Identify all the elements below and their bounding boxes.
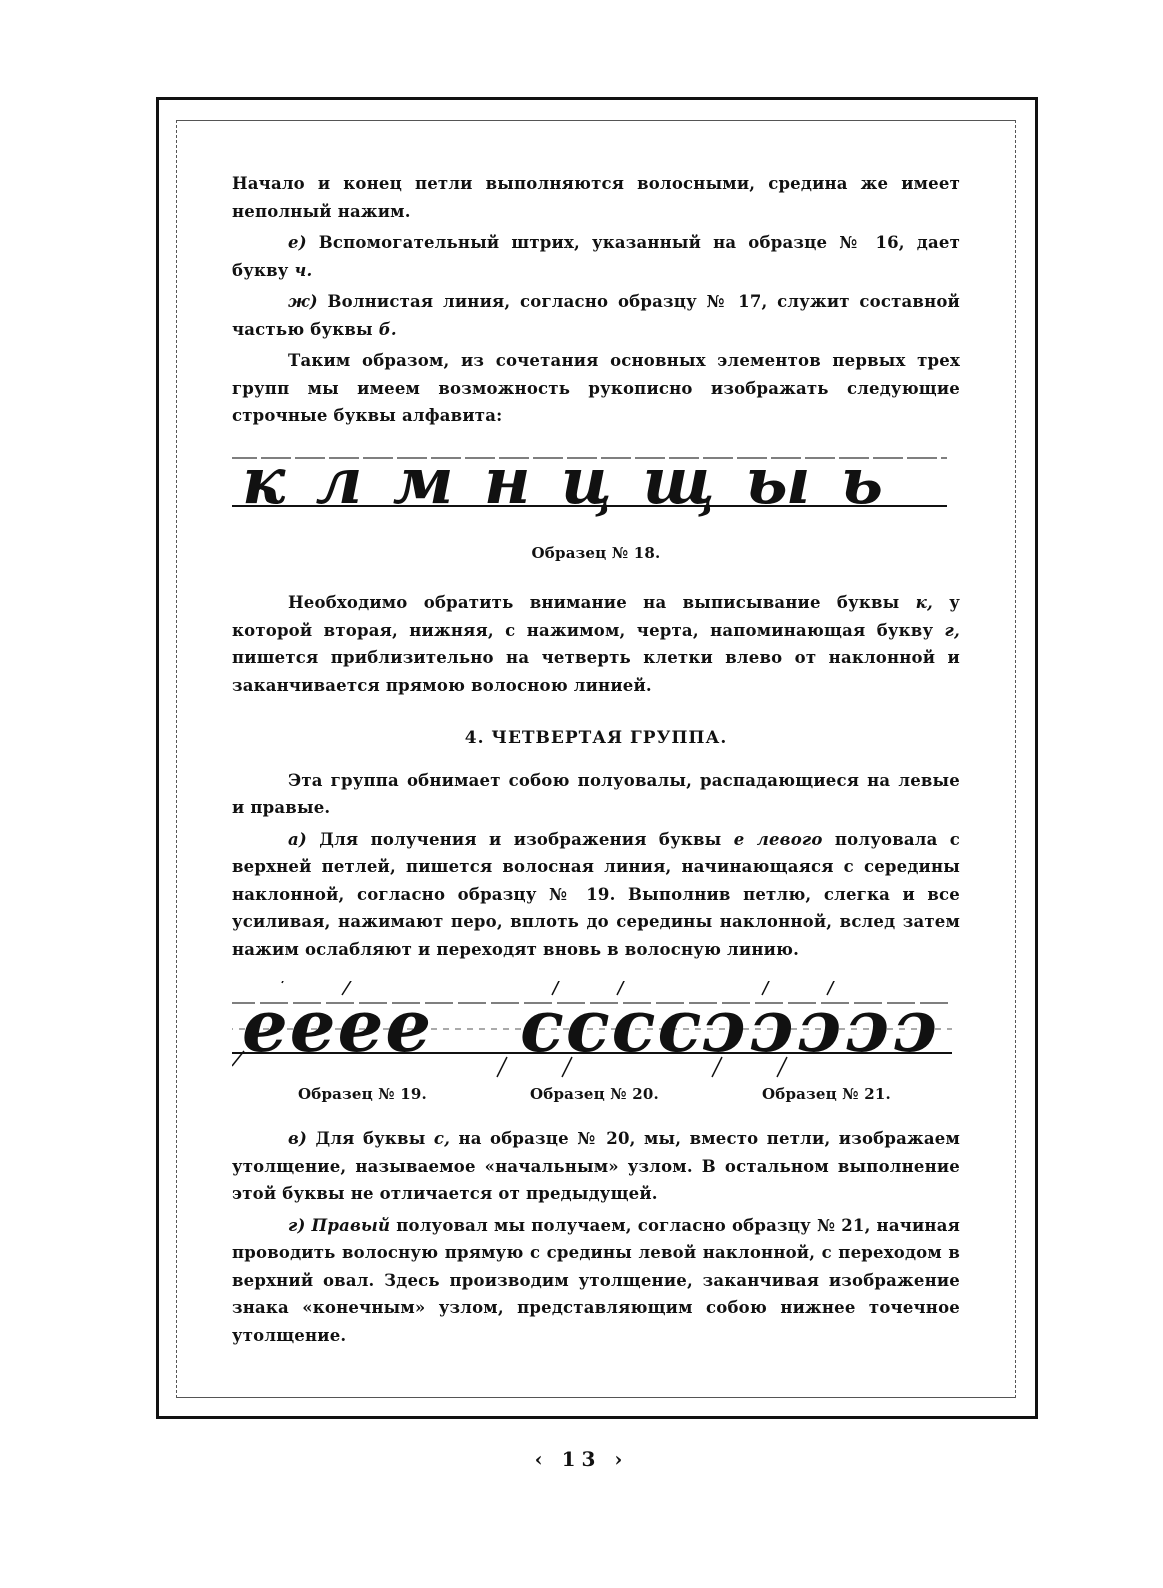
paragraph-2: е) Вспомогательный штрих, указанный на образце № 16, дает букву ч.: [232, 233, 960, 280]
paragraph-7: а) Для получения и изображения буквы е левого полуовала с верхней петлей, пишется волосная линия, начинающаяся с середины наклонной, согласно образцу № 19. Выполнив петлю, слегка и все усиливая, нажимают перо, вплоть до середины наклонной, вслед затем нажим ослабляют и переходят вновь в волосную линию.: [232, 829, 961, 959]
caption-sample-20: Образец № 20.: [530, 1085, 659, 1103]
paragraph-8: в) Для буквы с, на образце № 20, мы, вместо петли, изображаем утолщение, называемое «начальным» узлом. В остальном выполнение этой буквы не отличается от предыдущей.: [232, 1129, 960, 1203]
page-number: ‹ 13 ›: [534, 1447, 629, 1471]
paragraph-3: ж) Волнистая линия, согласно образцу № 17, служит составной частью буквы б.: [232, 292, 960, 339]
sample-18-script: [232, 440, 960, 540]
section-heading: 4. ЧЕТВЕРТАЯ ГРУППА.: [464, 728, 728, 748]
samples-19-21-figure: [232, 981, 960, 1107]
paragraph-4: Таким образом, из сочетания основных элементов первых трех групп мы имеем возможность рукописно изображать следующие строчные буквы алфавита:: [232, 351, 960, 425]
sample-18-letters: к л м н ц щ ы ь: [242, 443, 887, 519]
paragraph-5: Необходимо обратить внимание на выписывание буквы к, у которой вторая, нижняя, с нажимом, черта, напоминающая букву г, пишется приблизительно на четверть клетки влево от наклонной и заканчивается прямою волосною линией.: [232, 593, 960, 695]
paragraph-9: г) Правый полуовал мы получаем, согласно образцу № 21, начиная проводить волосную прямую с средины левой наклонной, с переходом в верхний овал. Здесь производим утолщение, заканчивая изображение знака «конечным» узлом, представляющим собою нижнее точечное утолщение.: [232, 1215, 960, 1345]
sample-19-letters: eeee: [242, 983, 434, 1068]
paragraph-6: Эта группа обнимает собою полуовалы, распадающиеся на левые и правые.: [232, 770, 960, 817]
samples-19-21-script: [232, 981, 960, 1081]
caption-sample-19: Образец № 19.: [298, 1085, 427, 1103]
sample-20-letters: cccc: [520, 983, 704, 1068]
sample-21-letters: ɔɔɔɔɔ: [702, 983, 942, 1068]
captions-19-21: [232, 1081, 960, 1107]
caption-sample-18: Образец № 18.: [531, 543, 661, 562]
caption-sample-21: Образец № 21.: [762, 1085, 891, 1103]
paragraph-1: Начало и конец петли выполняются волосными, средина же имеет неполный нажим.: [232, 174, 960, 221]
sample-18-figure: [232, 440, 960, 568]
page-content: [232, 170, 960, 1349]
